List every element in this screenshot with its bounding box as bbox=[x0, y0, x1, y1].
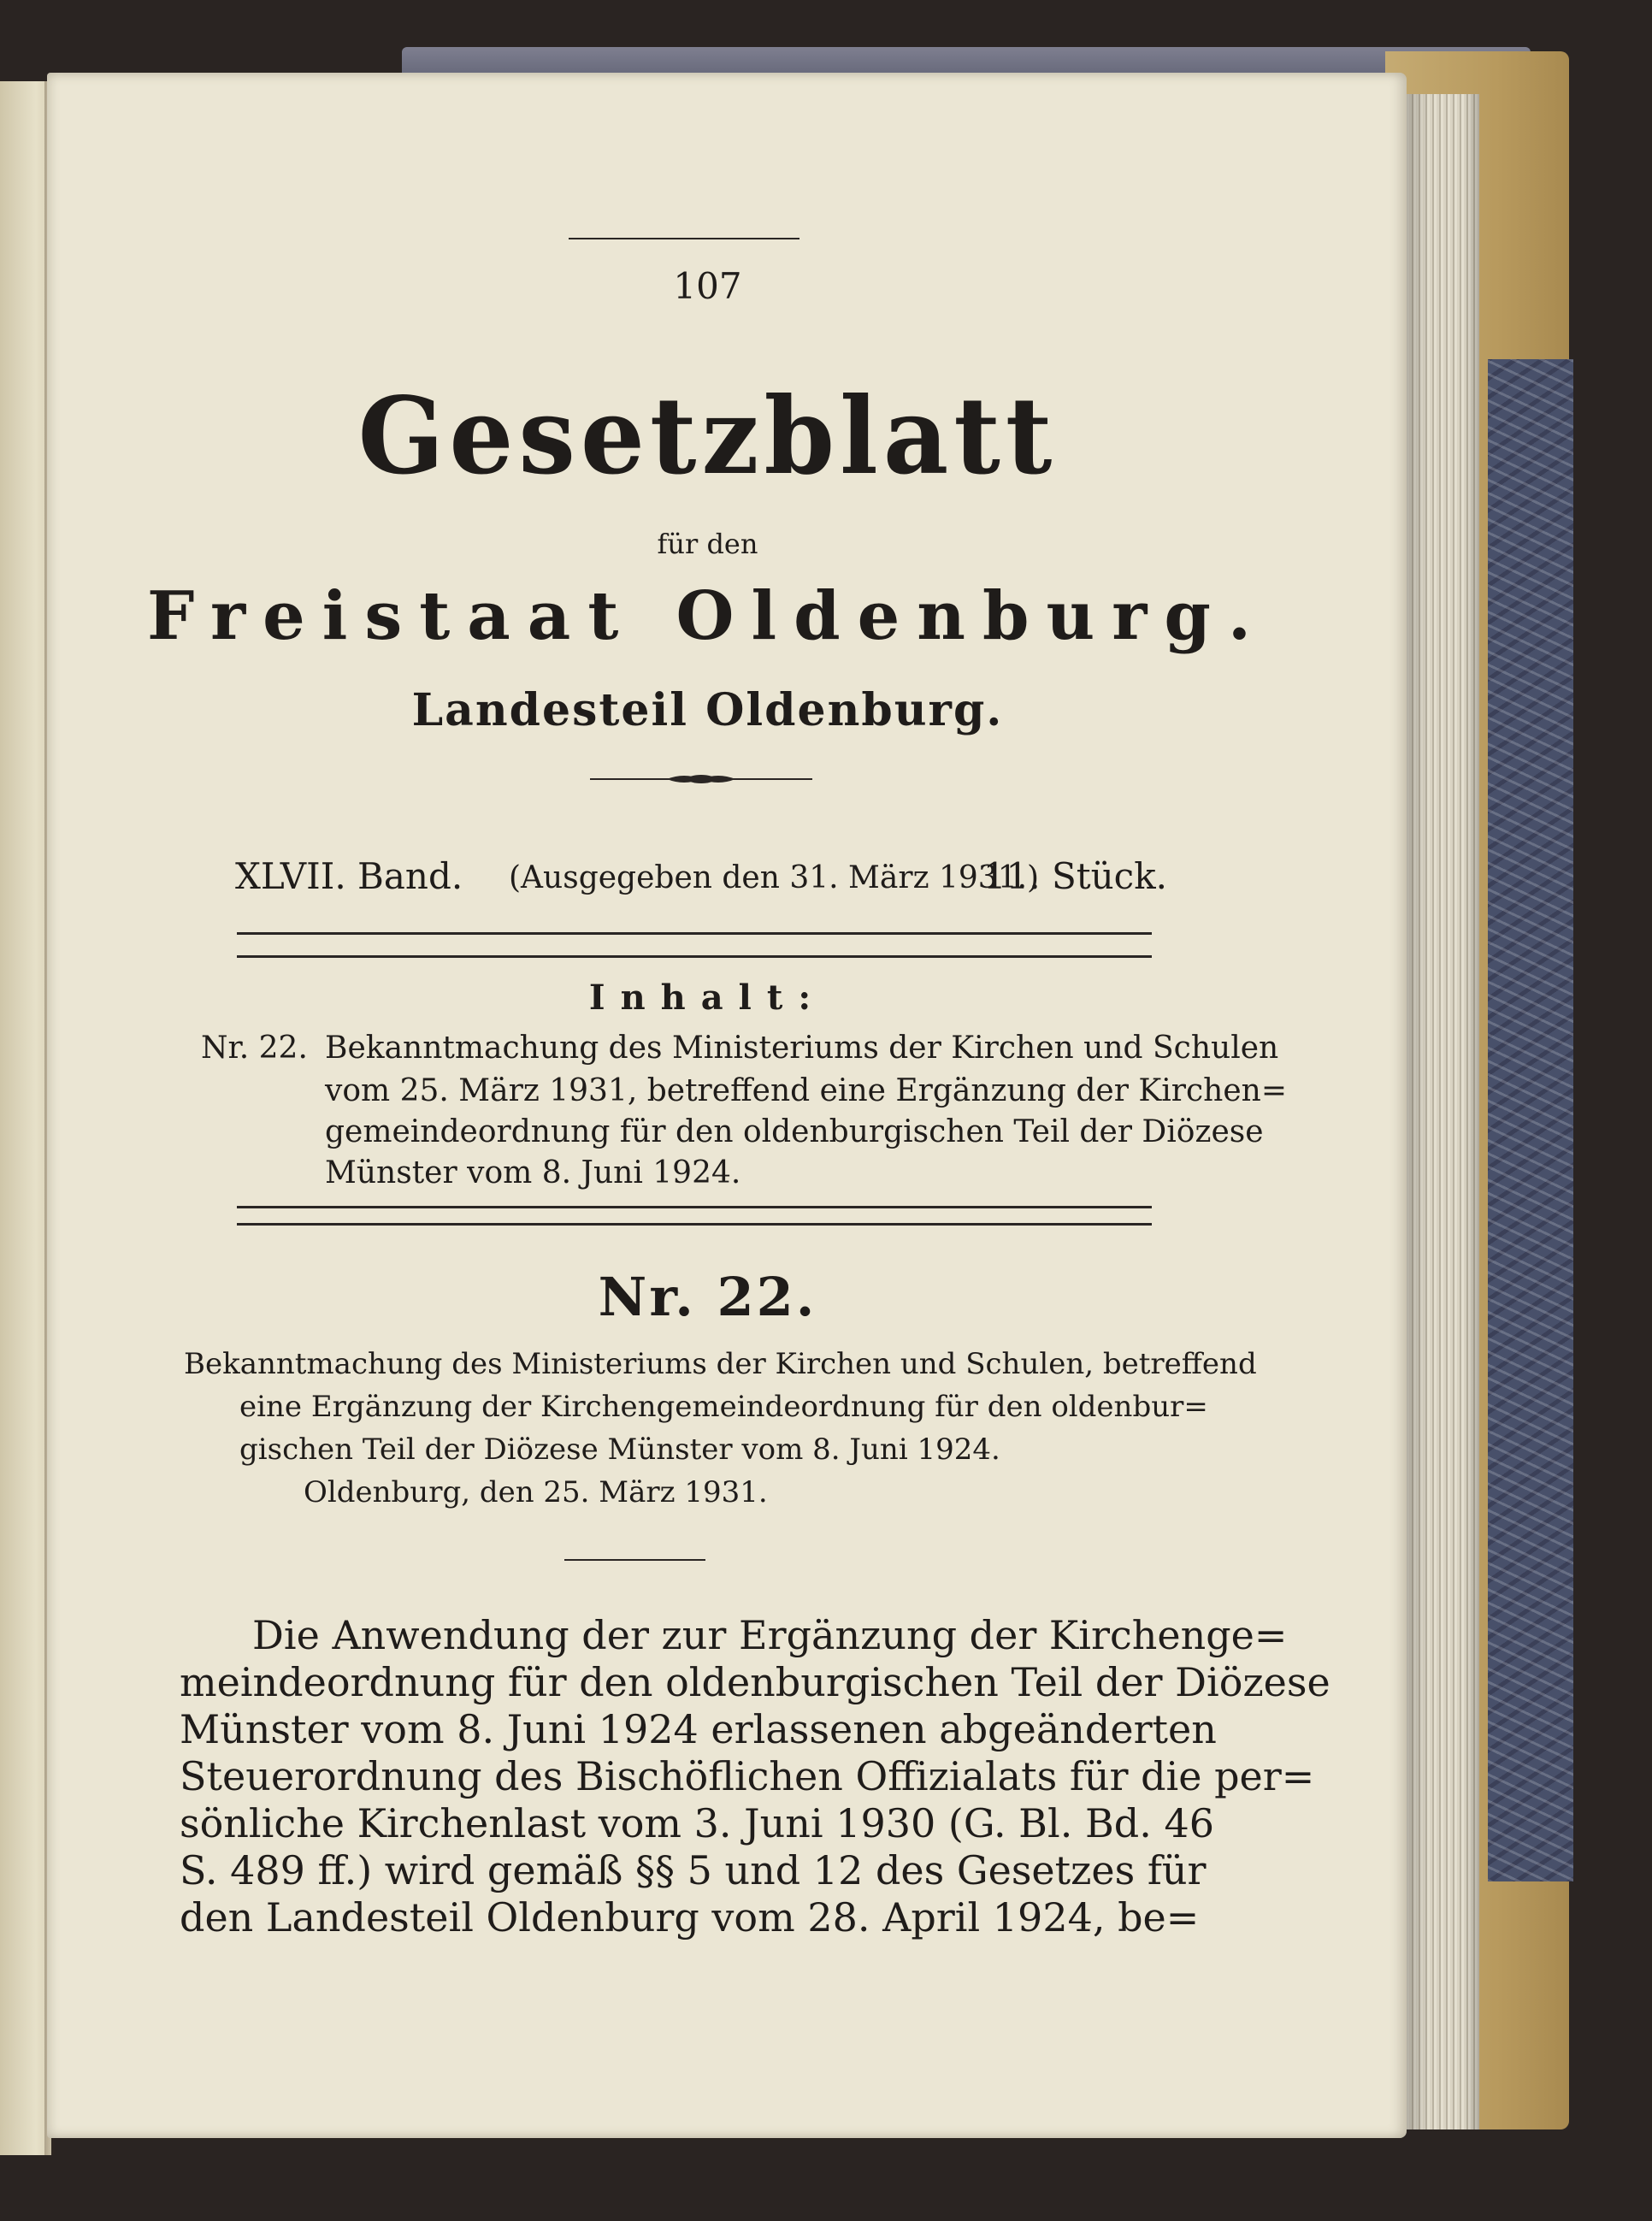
body-text-line: S. 489 ff.) wird gemäß §§ 5 und 12 des Gesetzes für bbox=[180, 1847, 1207, 1893]
left-page-sliver bbox=[0, 81, 51, 2155]
ornament-divider bbox=[590, 770, 812, 789]
marbled-cover-strip bbox=[1488, 359, 1573, 1881]
body-text-line: sönliche Kirchenlast vom 3. Juni 1930 (G. Bl. Bd. 46 bbox=[180, 1800, 1214, 1846]
document-page bbox=[47, 73, 1407, 2138]
state-title: Freistaat Oldenburg. bbox=[146, 577, 1269, 655]
contents-bottom-rule bbox=[237, 1206, 1152, 1208]
contents-line: gemeindeordnung für den oldenburgischen Teil der Diözese bbox=[325, 1114, 1264, 1149]
page-number: 107 bbox=[673, 265, 742, 307]
volume-label: XLVII. Band. bbox=[235, 855, 463, 897]
contents-top-rule-2 bbox=[237, 955, 1152, 958]
page-number-rule bbox=[569, 238, 799, 239]
issue-line bbox=[235, 855, 1167, 907]
decree-place-date: Oldenburg, den 25. März 1931. bbox=[304, 1475, 768, 1509]
contents-heading: Inhalt: bbox=[588, 978, 827, 1018]
issue-date-note: (Ausgegeben den 31. März 1931.) bbox=[509, 860, 1040, 895]
body-text-line: Die Anwendung der zur Ergänzung der Kirchenge= bbox=[252, 1612, 1288, 1658]
decree-number-heading: Nr. 22. bbox=[598, 1266, 817, 1328]
body-text-line: meindeordnung für den oldenburgischen Teil der Diözese bbox=[180, 1659, 1330, 1705]
body-text-line: Münster vom 8. Juni 1924 erlassenen abgeänderten bbox=[180, 1706, 1217, 1752]
page-edges-shadow bbox=[1402, 94, 1479, 2129]
decree-title-line: Bekanntmachung des Ministeriums der Kirchen und Schulen, betreffend bbox=[184, 1347, 1257, 1381]
gazette-title: Gesetzblatt bbox=[357, 373, 1058, 499]
contents-item-number: Nr. 22. bbox=[201, 1031, 308, 1066]
contents-line: vom 25. März 1931, betreffend eine Ergänzung der Kirchen= bbox=[325, 1073, 1287, 1108]
issue-piece-number: 11. Stück. bbox=[982, 855, 1167, 897]
contents-top-rule bbox=[237, 932, 1152, 935]
gazette-subtitle: für den bbox=[657, 528, 758, 560]
decree-title-line: gischen Teil der Diözese Münster vom 8. Juni 1924. bbox=[239, 1432, 1000, 1467]
decree-title-line: eine Ergänzung der Kirchengemeindeordnung für den oldenbur= bbox=[239, 1390, 1208, 1424]
contents-line: Bekanntmachung des Ministeriums der Kirchen und Schulen bbox=[325, 1031, 1279, 1066]
contents-line: Münster vom 8. Juni 1924. bbox=[325, 1155, 741, 1190]
region-title: Landesteil Oldenburg. bbox=[411, 684, 1004, 736]
body-text-line: Steuerordnung des Bischöflichen Offizialats für die per= bbox=[180, 1753, 1315, 1799]
contents-bottom-rule-2 bbox=[237, 1223, 1152, 1226]
body-text-line: den Landesteil Oldenburg vom 28. April 1924, be= bbox=[180, 1894, 1200, 1940]
section-rule bbox=[564, 1559, 705, 1561]
